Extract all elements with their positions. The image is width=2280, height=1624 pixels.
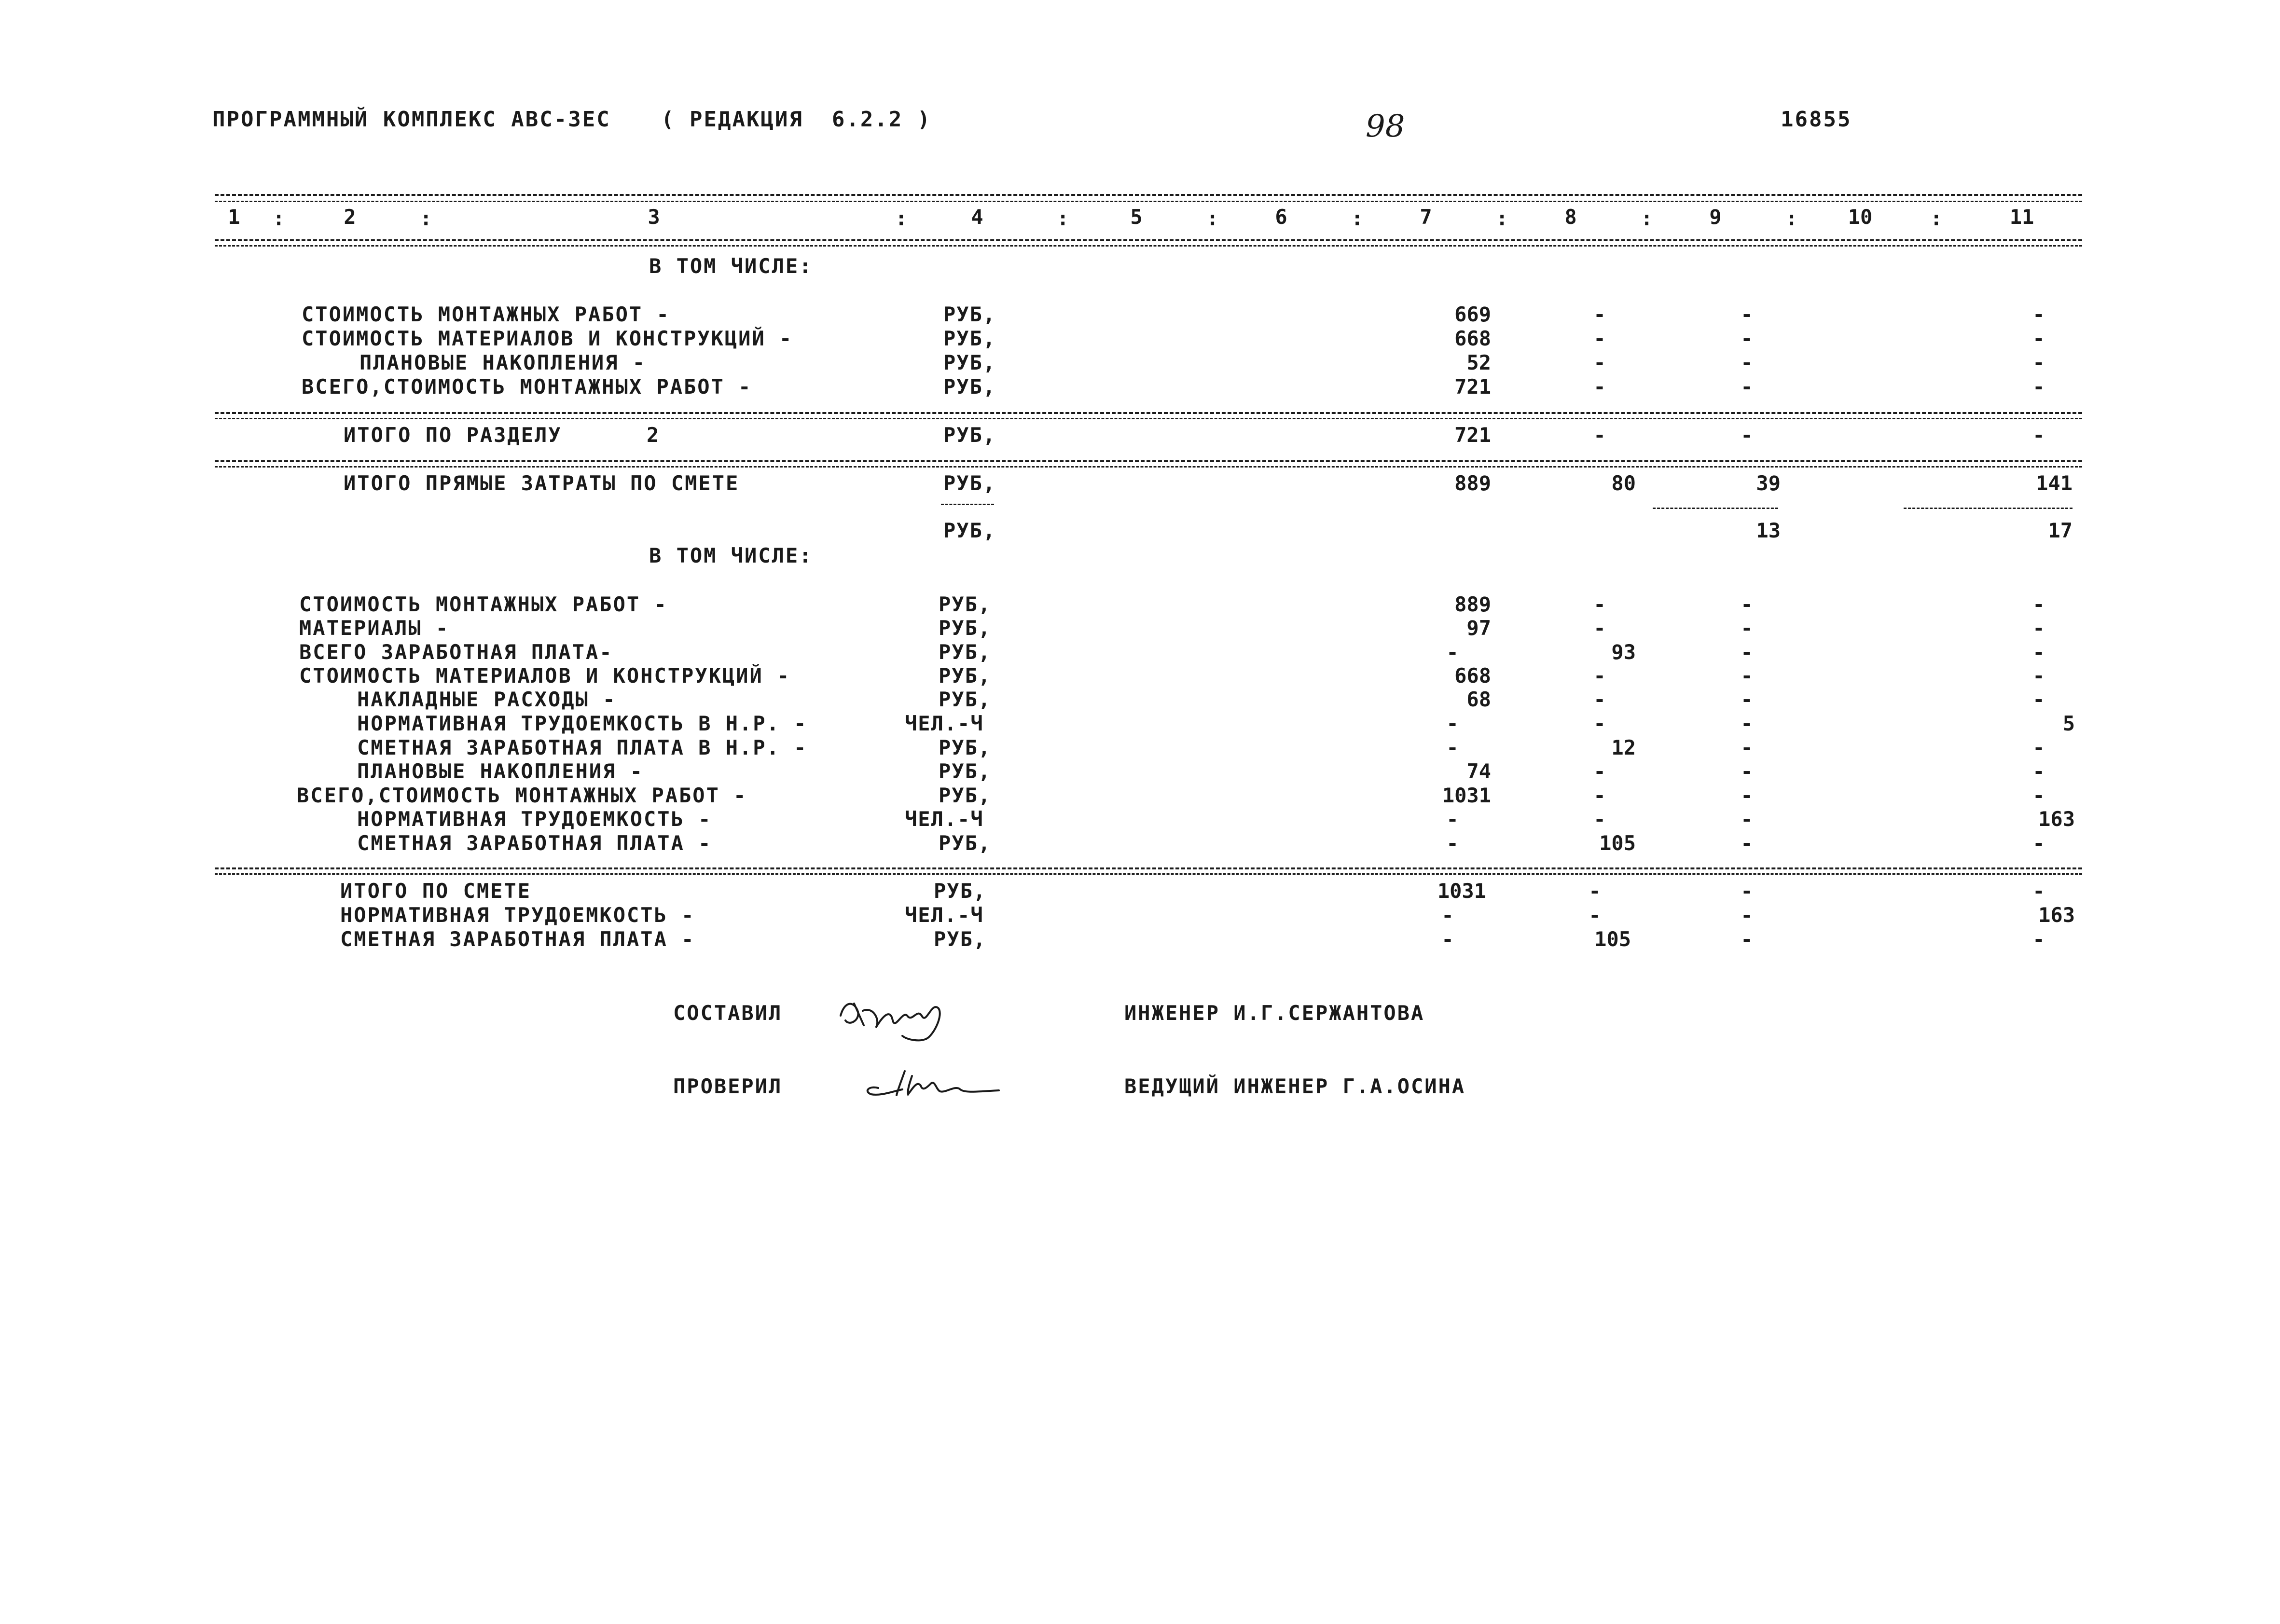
column-number: 4 xyxy=(971,205,983,229)
col11-value: - xyxy=(2032,831,2045,855)
section-number: 2 xyxy=(647,423,661,447)
col11-value: - xyxy=(2032,927,2045,951)
table-top-rule xyxy=(215,194,2082,196)
row-unit: РУБ, xyxy=(939,616,992,640)
column-separator: : xyxy=(420,206,432,230)
column-separator: : xyxy=(1496,206,1508,230)
col7-value: 68 xyxy=(1466,688,1491,711)
column-number: 8 xyxy=(1564,205,1577,229)
col8-value: - xyxy=(1593,712,1606,735)
fraction-rule xyxy=(941,504,994,505)
col9-value: - xyxy=(1741,688,1753,711)
row-label: ПЛАНОВЫЕ НАКОПЛЕНИЯ - xyxy=(357,759,644,783)
col11-value: - xyxy=(2032,879,2045,903)
col8-value: - xyxy=(1593,616,1606,640)
checked-by: ВЕДУЩИЙ ИНЖЕНЕР Г.А.ОСИНА xyxy=(1124,1074,1466,1098)
col8-value: 93 xyxy=(1611,640,1636,664)
estimate-total-rule-2 xyxy=(215,873,2082,875)
col9-value: - xyxy=(1741,831,1753,855)
col8-value: - xyxy=(1593,807,1606,831)
column-number: 9 xyxy=(1709,205,1722,229)
column-number: 5 xyxy=(1130,205,1143,229)
column-number: 11 xyxy=(2009,205,2034,229)
col9-value: - xyxy=(1741,712,1753,735)
checked-label: ПРОВЕРИЛ xyxy=(673,1074,783,1098)
program-name: ПРОГРАММНЫЙ КОМПЛЕКС АВС-ЗЕС xyxy=(212,107,611,132)
row-unit: РУБ, xyxy=(943,519,996,542)
edition-label: ( РЕДАКЦИЯ 6.2.2 ) xyxy=(661,107,932,132)
column-number: 2 xyxy=(344,205,356,229)
col8-value: - xyxy=(1593,303,1606,326)
col7-value: - xyxy=(1446,831,1459,855)
col11-value: - xyxy=(2032,327,2045,350)
col7-value: - xyxy=(1441,927,1454,951)
col8-value: - xyxy=(1593,327,1606,350)
column-separator: : xyxy=(1351,206,1364,230)
col7-value: 52 xyxy=(1466,351,1491,374)
col7-value: 889 xyxy=(1454,592,1491,616)
col9-value: - xyxy=(1741,351,1753,374)
col9-value: - xyxy=(1741,736,1753,759)
column-number: 3 xyxy=(648,205,660,229)
row-unit: РУБ, xyxy=(939,592,992,616)
row-label: ИТОГО ПО РАЗДЕЛУ xyxy=(344,423,562,447)
col7-value: 721 xyxy=(1454,423,1491,447)
signature-checked xyxy=(859,1061,1013,1105)
row-unit: РУБ, xyxy=(934,927,987,951)
col7-value: 889 xyxy=(1454,471,1491,495)
row-label: СТОИМОСТЬ МОНТАЖНЫХ РАБОТ - xyxy=(302,303,670,326)
col7-value: 668 xyxy=(1454,327,1491,350)
table-top-rule-2 xyxy=(215,201,2082,202)
col11-value: - xyxy=(2032,784,2045,807)
row-label: СТОИМОСТЬ МОНТАЖНЫХ РАБОТ - xyxy=(299,592,668,616)
compiled-label: СОСТАВИЛ xyxy=(673,1001,783,1025)
row-unit: РУБ, xyxy=(939,759,992,783)
estimate-total-rule xyxy=(215,867,2082,869)
row-unit: РУБ, xyxy=(943,375,996,399)
row-label: НОРМАТИВНАЯ ТРУДОЕМКОСТЬ - xyxy=(357,807,712,831)
column-number: 10 xyxy=(1848,205,1873,229)
col11-value: - xyxy=(2032,592,2045,616)
row-label: ИТОГО ПО СМЕТЕ xyxy=(340,879,532,903)
row-label: СТОИМОСТЬ МАТЕРИАЛОВ И КОНСТРУКЦИЙ - xyxy=(302,327,793,350)
col8-value: - xyxy=(1593,784,1606,807)
direct-costs-rule xyxy=(215,460,2082,462)
col11-value: - xyxy=(2032,375,2045,399)
fraction-rule xyxy=(1904,508,2073,509)
row-unit: РУБ, xyxy=(939,831,992,855)
col11-value: 163 xyxy=(2038,903,2075,927)
col9-value: - xyxy=(1741,423,1753,447)
row-unit: ЧЕЛ.-Ч xyxy=(905,712,984,735)
col11-value: 163 xyxy=(2038,807,2075,831)
col9-value: - xyxy=(1741,327,1753,350)
section-total-rule xyxy=(215,412,2082,414)
col8-value: - xyxy=(1593,664,1606,688)
col9-value: - xyxy=(1741,375,1753,399)
col8-value: 80 xyxy=(1611,471,1636,495)
col9-value: - xyxy=(1741,879,1753,903)
column-separator: : xyxy=(273,206,285,230)
handwritten-page-number: 98 xyxy=(1366,109,1405,144)
row-unit: РУБ, xyxy=(934,879,987,903)
col11-value: - xyxy=(2032,351,2045,374)
row-label: НОРМАТИВНАЯ ТРУДОЕМКОСТЬ В Н.Р. - xyxy=(357,712,808,735)
column-separator: : xyxy=(1206,206,1219,230)
row-label: ПЛАНОВЫЕ НАКОПЛЕНИЯ - xyxy=(359,351,647,374)
col8-value: 105 xyxy=(1599,831,1636,855)
col7-value: 97 xyxy=(1466,616,1491,640)
col11-value: - xyxy=(2032,688,2045,711)
column-number: 6 xyxy=(1275,205,1287,229)
col11-value: 5 xyxy=(2062,712,2075,735)
row-label: ВСЕГО,СТОИМОСТЬ МОНТАЖНЫХ РАБОТ - xyxy=(297,784,747,807)
column-separator: : xyxy=(1785,206,1798,230)
row-unit: ЧЕЛ.-Ч xyxy=(905,807,984,831)
col8-value: 12 xyxy=(1611,736,1636,759)
col9-value: - xyxy=(1741,807,1753,831)
col8-value: - xyxy=(1593,423,1606,447)
row-unit: РУБ, xyxy=(943,423,996,447)
table-header-rule-2 xyxy=(215,245,2082,247)
col7-value: 74 xyxy=(1466,759,1491,783)
col7-value: 668 xyxy=(1454,664,1491,688)
column-separator: : xyxy=(1641,206,1653,230)
section-subheading: В ТОМ ЧИСЛЕ: xyxy=(649,254,813,278)
col8-value: - xyxy=(1589,903,1601,927)
row-label: МАТЕРИАЛЫ - xyxy=(299,616,450,640)
row-label: ВСЕГО,СТОИМОСТЬ МОНТАЖНЫХ РАБОТ - xyxy=(302,375,752,399)
direct-costs-rule-2 xyxy=(215,466,2082,468)
row-label: НАКЛАДНЫЕ РАСХОДЫ - xyxy=(357,688,617,711)
row-unit: РУБ, xyxy=(943,471,996,495)
col9-value: - xyxy=(1741,784,1753,807)
col8-value: - xyxy=(1593,759,1606,783)
table-header-rule xyxy=(215,239,2082,241)
col11-value: - xyxy=(2032,423,2045,447)
row-label: НОРМАТИВНАЯ ТРУДОЕМКОСТЬ - xyxy=(340,903,695,927)
col7-value: - xyxy=(1446,640,1459,664)
col11-value: 17 xyxy=(2048,519,2073,542)
col7-value: - xyxy=(1441,903,1454,927)
row-unit: РУБ, xyxy=(943,327,996,350)
col11-value: - xyxy=(2032,664,2045,688)
col7-value: - xyxy=(1446,736,1459,759)
row-unit: РУБ, xyxy=(943,303,996,326)
row-label: СМЕТНАЯ ЗАРАБОТНАЯ ПЛАТА - xyxy=(357,831,712,855)
row-label: СМЕТНАЯ ЗАРАБОТНАЯ ПЛАТА - xyxy=(340,927,695,951)
column-number: 7 xyxy=(1420,205,1432,229)
row-unit: РУБ, xyxy=(939,784,992,807)
col7-value: - xyxy=(1446,807,1459,831)
row-unit: РУБ, xyxy=(939,664,992,688)
col8-value: - xyxy=(1593,375,1606,399)
row-label: ИТОГО ПРЯМЫЕ ЗАТРАТЫ ПО СМЕТЕ xyxy=(344,471,740,495)
signature-compiled xyxy=(835,982,960,1045)
col7-value: 669 xyxy=(1454,303,1491,326)
col11-value: - xyxy=(2032,640,2045,664)
section-subheading: В ТОМ ЧИСЛЕ: xyxy=(649,544,813,567)
fraction-rule xyxy=(1653,508,1778,509)
col8-value: - xyxy=(1593,592,1606,616)
col9-value: - xyxy=(1741,640,1753,664)
row-label: ВСЕГО ЗАРАБОТНАЯ ПЛАТА- xyxy=(299,640,613,664)
column-separator: : xyxy=(1057,206,1069,230)
col11-value: - xyxy=(2032,303,2045,326)
col8-value: 105 xyxy=(1594,927,1631,951)
row-label: СТОИМОСТЬ МАТЕРИАЛОВ И КОНСТРУКЦИЙ - xyxy=(299,664,791,688)
col7-value: 721 xyxy=(1454,375,1491,399)
col11-value: - xyxy=(2032,759,2045,783)
col8-value: - xyxy=(1593,351,1606,374)
col9-value: - xyxy=(1741,616,1753,640)
col7-value: 1031 xyxy=(1437,879,1486,903)
compiled-by: ИНЖЕНЕР И.Г.СЕРЖАНТОВА xyxy=(1124,1001,1425,1025)
row-unit: РУБ, xyxy=(939,640,992,664)
column-separator: : xyxy=(1930,206,1943,230)
document-number: 16855 xyxy=(1781,107,1852,132)
col11-value: - xyxy=(2032,736,2045,759)
row-unit: РУБ, xyxy=(939,736,992,759)
col9-value: - xyxy=(1741,592,1753,616)
section-total-rule-2 xyxy=(215,418,2082,419)
row-label: СМЕТНАЯ ЗАРАБОТНАЯ ПЛАТА В Н.Р. - xyxy=(357,736,808,759)
row-unit: РУБ, xyxy=(943,351,996,374)
col8-value: - xyxy=(1589,879,1601,903)
col9-value: 13 xyxy=(1756,519,1781,542)
col7-value: - xyxy=(1446,712,1459,735)
row-unit: РУБ, xyxy=(939,688,992,711)
col11-value: 141 xyxy=(2036,471,2073,495)
col9-value: 39 xyxy=(1756,471,1781,495)
row-unit: ЧЕЛ.-Ч xyxy=(905,903,984,927)
col9-value: - xyxy=(1741,903,1753,927)
col9-value: - xyxy=(1741,664,1753,688)
col9-value: - xyxy=(1741,759,1753,783)
column-number: 1 xyxy=(228,205,240,229)
col7-value: 1031 xyxy=(1442,784,1491,807)
col11-value: - xyxy=(2032,616,2045,640)
col9-value: - xyxy=(1741,927,1753,951)
col8-value: - xyxy=(1593,688,1606,711)
col9-value: - xyxy=(1741,303,1753,326)
column-separator: : xyxy=(895,206,908,230)
